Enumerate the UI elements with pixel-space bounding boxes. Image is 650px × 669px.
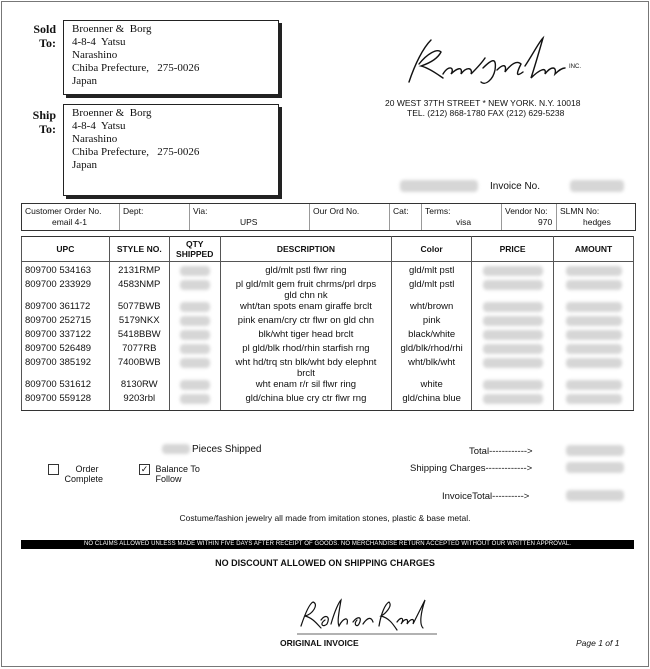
amount-cell [554,279,634,301]
slmn-value: hedges [583,217,611,227]
redacted-block [180,266,210,276]
customer-order-value: email 4-1 [52,217,87,227]
redacted-block [566,462,624,473]
redacted-block [566,344,622,354]
color-cell: wht/blk/wht [392,357,472,379]
qty-cell [169,393,220,411]
description-cell [220,343,392,357]
redacted-block [180,330,210,340]
redacted-block [566,280,622,290]
style-cell: 4583NMP [109,279,169,301]
company-address: 20 WEST 37TH STREET * NEW YORK. N.Y. 10018 [385,98,581,108]
description-cell [220,329,392,343]
original-invoice-label: ORIGINAL INVOICE [280,638,359,648]
dept-label: Dept: [123,206,144,216]
column-header-qty: QTY SHIPPED [169,237,220,262]
style-cell: 8130RW [109,379,169,393]
price-cell [472,379,554,393]
upc-cell: 809700 337122 [22,329,110,343]
description-line: gld/china blue cry ctr flwr rng [245,393,367,404]
redacted-block [483,266,543,276]
redacted-block [483,330,543,340]
description-line: wht/tan spots enam giraffe brclt [240,301,372,312]
style-cell: 5179NKX [109,315,169,329]
color-cell: pink [392,315,472,329]
description-cell [220,301,392,315]
qty-cell [169,262,220,280]
upc-cell: 809700 252715 [22,315,110,329]
color-cell: gld/blk/rhod/rhi [392,343,472,357]
table-row [22,357,634,379]
qty-cell [169,301,220,315]
price-cell [472,393,554,411]
description-cell [220,279,392,301]
via-value: UPS [240,217,258,227]
page-number: Page 1 of 1 [576,638,620,648]
style-cell: 5077BWB [109,301,169,315]
pieces-shipped-label: Pieces Shipped [192,444,262,455]
slmn-label: SLMN No: [560,206,600,216]
column-header-upc: UPC [22,237,110,262]
redacted-block [566,358,622,368]
upc-cell: 809700 385192 [22,357,110,379]
redacted-block [483,302,543,312]
color-cell: white [392,379,472,393]
upc-cell: 809700 233929 [22,279,110,301]
redacted-block [483,394,543,404]
color-cell: black/white [392,329,472,343]
cat-label: Cat: [393,206,409,216]
color-cell: wht/brown [392,301,472,315]
amount-cell [554,343,634,357]
table-row [22,279,634,301]
order-complete-box[interactable] [48,464,59,475]
style-cell: 2131RMP [109,262,169,280]
redacted-block [570,180,624,192]
ship-to-address: Broenner & Borg 4-8-4 Yatsu Narashino Chiba Prefecture, 275-0026 Japan [63,104,279,196]
amount-cell [554,301,634,315]
color-cell: gld/mlt pstl [392,279,472,301]
redacted-block [180,316,210,326]
table-row [22,262,634,280]
redacted-block [180,280,210,290]
description-line: gld chn nk [284,290,328,301]
redacted-block [180,344,210,354]
invoice-page [1,1,649,667]
description-line: brclt [296,368,315,379]
ship-to-label: Ship To: [32,108,56,136]
no-discount-notice: NO DISCOUNT ALLOWED ON SHIPPING CHARGES [215,558,435,568]
qty-cell [169,329,220,343]
order-complete-checkbox[interactable]: Order Complete [48,464,103,484]
qty-cell [169,315,220,329]
qty-cell [169,379,220,393]
description-cell [220,393,392,411]
redacted-block [566,380,622,390]
price-cell [472,315,554,329]
redacted-block [400,180,478,192]
amount-cell [554,379,634,393]
amount-cell [554,315,634,329]
price-cell [472,329,554,343]
disclaimer-text: Costume/fashion jewelry all made from imitation stones, plastic & base metal. [179,513,471,523]
price-cell [472,301,554,315]
amount-cell [554,357,634,379]
balance-checkmark-icon[interactable]: ✓ [140,464,149,474]
amount-cell [554,262,634,280]
redacted-block [180,358,210,368]
column-header-style: STYLE NO. [109,237,169,262]
our-order-label: Our Ord No. [313,206,360,216]
table-row [22,379,634,393]
order-info-box [21,203,636,231]
table-row [22,393,634,411]
redacted-block [566,316,622,326]
total-label: Total------------> [469,446,533,457]
table-row [22,315,634,329]
shipping-charges-label: Shipping Charges-------------> [410,463,533,474]
upc-cell: 809700 526489 [22,343,110,357]
vendor-label: Vendor No: [505,206,548,216]
redacted-block [483,316,543,326]
style-cell: 7077RB [109,343,169,357]
redacted-block [180,394,210,404]
qty-cell [169,279,220,301]
price-cell [472,262,554,280]
redacted-block [180,380,210,390]
redacted-block [566,445,624,456]
color-cell: gld/china blue [392,393,472,411]
redacted-block [566,266,622,276]
upc-cell: 809700 559128 [22,393,110,411]
description-line: pl gld/blk rhod/rhin starfish rng [242,343,370,354]
upc-cell: 809700 534163 [22,262,110,280]
via-label: Via: [193,206,208,216]
column-header-amount: AMOUNT [554,237,634,262]
style-cell: 7400BWB [109,357,169,379]
redacted-block [566,302,622,312]
redacted-block [566,490,624,501]
qty-cell [169,357,220,379]
description-line: gld/mlt pstl flwr ring [265,265,347,276]
invoice-total-label: InvoiceTotal----------> [442,491,530,502]
vendor-value: 970 [538,217,553,227]
balance-to-follow-checkbox[interactable]: ✓ Balance To Follow [140,464,200,484]
description-line: pl gld/mlt gem fruit chrms/prl drps [235,279,377,290]
column-header-price: PRICE [472,237,554,262]
line-items-table [21,236,634,411]
redacted-block [483,280,543,290]
table-row [22,329,634,343]
amount-cell [554,393,634,411]
table-row [22,301,634,315]
company-signature-logo [397,34,577,89]
upc-cell: 809700 531612 [22,379,110,393]
terms-value: visa [456,217,472,227]
amount-cell [554,329,634,343]
description-line: wht hd/trq stn blk/wht bdy elephnt [235,357,377,368]
column-header-description: DESCRIPTION [220,237,392,262]
redacted-block [180,302,210,312]
style-cell: 5418BBW [109,329,169,343]
table-row [22,343,634,357]
description-line: wht enam r/r sil flwr ring [255,379,357,390]
claims-banner: NO CLAIMS ALLOWED UNLESS MADE WITHIN FIVE DAYS AFTER RECEIPT OF GOODS. NO MERCHANDISE RETURN ACCEPTED WITHOUT OUR WRITTEN APPROVAL. [21,540,634,549]
company-suffix: INC. [569,64,581,70]
style-cell: 9203rbl [109,393,169,411]
company-phone: TEL. (212) 868-1780 FAX (212) 629-5238 [407,108,565,118]
invoice-number-label: Invoice No. [490,181,541,192]
sold-to-address: Broenner & Borg 4-8-4 Yatsu Narashino Chiba Prefecture, 275-0026 Japan [63,20,279,95]
column-header-color: Color [392,237,472,262]
description-cell [220,357,392,379]
customer-order-label: Customer Order No. [25,206,102,216]
description-line: pink enam/cry ctr flwr on gld chn [237,315,375,326]
description-cell [220,262,392,280]
terms-label: Terms: [425,206,451,216]
qty-cell [169,343,220,357]
redacted-block [162,444,190,454]
sold-to-label: Sold To: [33,22,56,50]
redacted-block [566,330,622,340]
price-cell [472,357,554,379]
price-cell [472,279,554,301]
description-cell [220,315,392,329]
upc-cell: 809700 361172 [22,301,110,315]
description-line: blk/wht tiger head brclt [258,329,354,340]
redacted-block [566,394,622,404]
description-cell [220,379,392,393]
redacted-block [483,358,543,368]
authorized-signature [297,594,437,636]
redacted-block [483,380,543,390]
redacted-block [483,344,543,354]
color-cell: gld/mlt pstl [392,262,472,280]
price-cell [472,343,554,357]
